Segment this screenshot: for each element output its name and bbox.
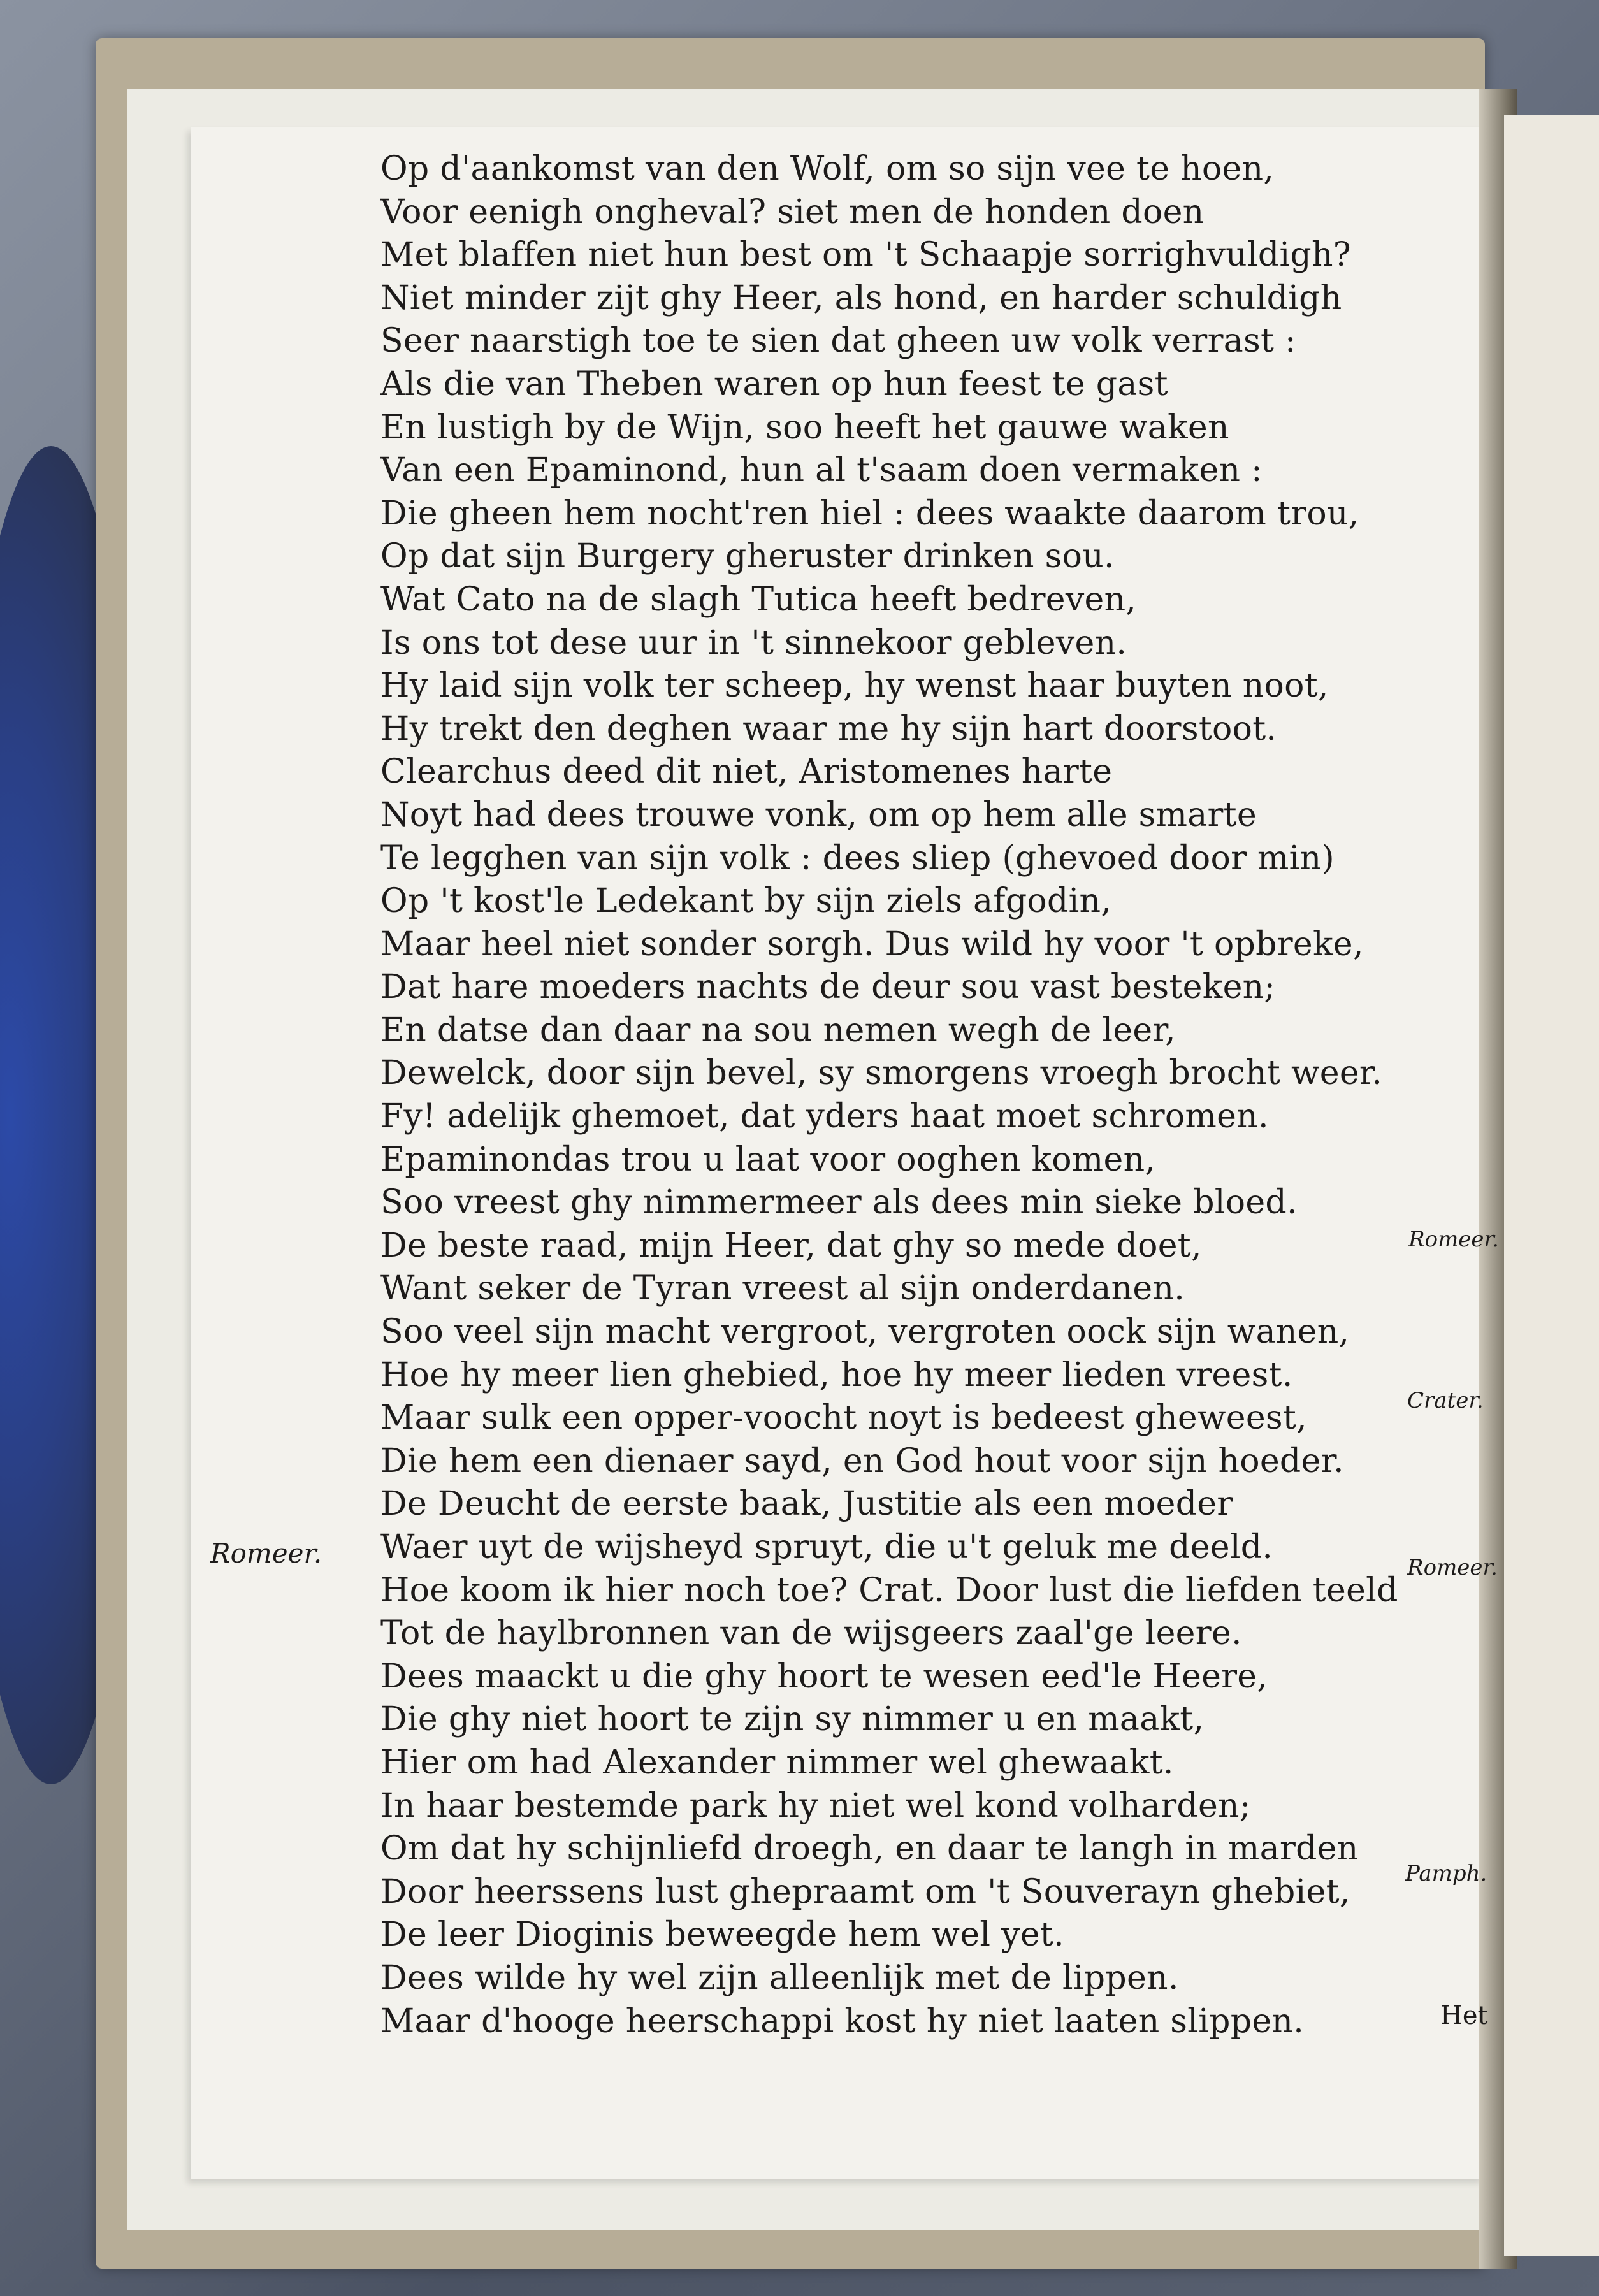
verse-line: Hier om had Alexander nimmer wel ghewaakt. — [380, 1743, 1174, 1782]
verse-line: Clearchus deed dit niet, Aristomenes harte — [380, 753, 1113, 791]
verse-line: Is ons tot dese uur in 't sinnekoor gebleven. — [380, 623, 1127, 662]
verse-line: Soo veel sijn macht vergroot, vergroten oock sijn wanen, — [380, 1313, 1350, 1352]
verse-line: Maar sulk een opper-voocht noyt is bedeest gheweest, — [380, 1399, 1307, 1438]
verse-line: Fy! adelijk ghemoet, dat yders haat moet schromen. — [380, 1097, 1269, 1136]
verse-line: Epaminondas trou u laat voor ooghen komen, — [380, 1140, 1156, 1179]
verse-line: Dewelck, door sijn bevel, sy smorgens vroegh brocht weer. — [380, 1054, 1383, 1093]
catchword: Het — [1440, 2001, 1488, 2030]
verse-line: Hy laid sijn volk ter scheep, hy wenst haar buyten noot, — [380, 667, 1329, 705]
verse-line: Door heerssens lust ghepraamt om 't Souverayn ghebiet, — [380, 1872, 1350, 1911]
verse-line: Soo vreest ghy nimmermeer als dees min sieke bloed. — [380, 1183, 1298, 1222]
verse-line: Op dat sijn Burgery gheruster drinken sou. — [380, 537, 1115, 576]
verse-line: De beste raad, mijn Heer, dat ghy so mede doet, — [380, 1226, 1202, 1265]
verse-line: Noyt had dees trouwe vonk, om op hem alle smarte — [380, 795, 1257, 834]
speaker-label-right-4: Pamph. — [1405, 1861, 1487, 1886]
verse-line: Wat Cato na de slagh Tutica heeft bedreven, — [380, 580, 1137, 619]
verse-line: Tot de haylbronnen van de wijsgeers zaal'ge leere. — [380, 1614, 1242, 1653]
verse-line: En lustigh by de Wijn, soo heeft het gauwe waken — [380, 408, 1229, 447]
verse-line: In haar bestemde park hy niet wel kond volharden; — [380, 1786, 1251, 1825]
verse-line: En datse dan daar na sou nemen wegh de leer, — [380, 1011, 1176, 1050]
verse-line: Van een Epaminond, hun al t'saam doen vermaken : — [380, 451, 1263, 490]
verse-line: Dat hare moeders nachts de deur sou vast besteken; — [380, 968, 1276, 1007]
verse-line: Voor eenigh ongheval? siet men de honden doen — [380, 192, 1205, 231]
verse-line: Waer uyt de wijsheyd spruyt, die u't geluk me deeld. — [380, 1528, 1273, 1566]
verse-line: Maar d'hooge heerschappi kost hy niet laaten slippen. — [380, 2002, 1305, 2040]
verse-line: Op d'aankomst van den Wolf, om so sijn vee te hoen, — [380, 150, 1275, 188]
verse-line: Hy trekt den deghen waar me hy sijn hart doorstoot. — [380, 709, 1277, 748]
verse-line: Die ghy niet hoort te zijn sy nimmer u en maakt, — [380, 1700, 1205, 1739]
verse-line: Maar heel niet sonder sorgh. Dus wild hy voor 't opbreke, — [380, 925, 1364, 964]
speaker-label-right-3: Romeer. — [1407, 1555, 1498, 1580]
speaker-label-right-1: Romeer. — [1408, 1227, 1499, 1252]
verse-line: Als die van Theben waren op hun feest te gast — [380, 365, 1168, 403]
verse-line: De leer Dioginis beweegde hem wel yet. — [380, 1916, 1064, 1954]
verse-line: Hoe hy meer lien ghebied, hoe hy meer lieden vreest. — [380, 1355, 1293, 1394]
verse-line: Te legghen van sijn volk : dees sliep (ghevoed door min) — [380, 839, 1335, 877]
verse-line: Niet minder zijt ghy Heer, als hond, en harder schuldigh — [380, 278, 1342, 317]
verse-line: Dees maackt u die ghy hoort te wesen eed'le Heere, — [380, 1657, 1268, 1696]
verse-line: Die gheen hem nocht'ren hiel : dees waakte daarom trou, — [380, 494, 1359, 533]
verse-line: Seer naarstigh toe te sien dat gheen uw volk verrast : — [380, 322, 1296, 361]
verse-line: Om dat hy schijnliefd droegh, en daar te langh in marden — [380, 1830, 1359, 1868]
right-page-edge — [1504, 115, 1599, 2256]
verse-line: Met blaffen niet hun best om 't Schaapje sorrighvuldigh? — [380, 236, 1351, 275]
verse-line: Hoe koom ik hier noch toe? Crat. Door lust die liefden teeld — [380, 1571, 1398, 1610]
verse-line: Want seker de Tyran vreest al sijn onderdanen. — [380, 1269, 1185, 1308]
speaker-label-left: Romeer. — [210, 1538, 322, 1569]
verse-line: Dees wilde hy wel zijn alleenlijk met de lippen. — [380, 1958, 1179, 1997]
verse-line: Op 't kost'le Ledekant by sijn ziels afgodin, — [380, 882, 1112, 921]
speaker-label-right-2: Crater. — [1407, 1388, 1484, 1413]
verse-line: De Deucht de eerste baak, Justitie als een moeder — [380, 1485, 1233, 1524]
verse-text — [380, 148, 1496, 2043]
verse-line: Die hem een dienaer sayd, en God hout voor sijn hoeder. — [380, 1441, 1344, 1480]
